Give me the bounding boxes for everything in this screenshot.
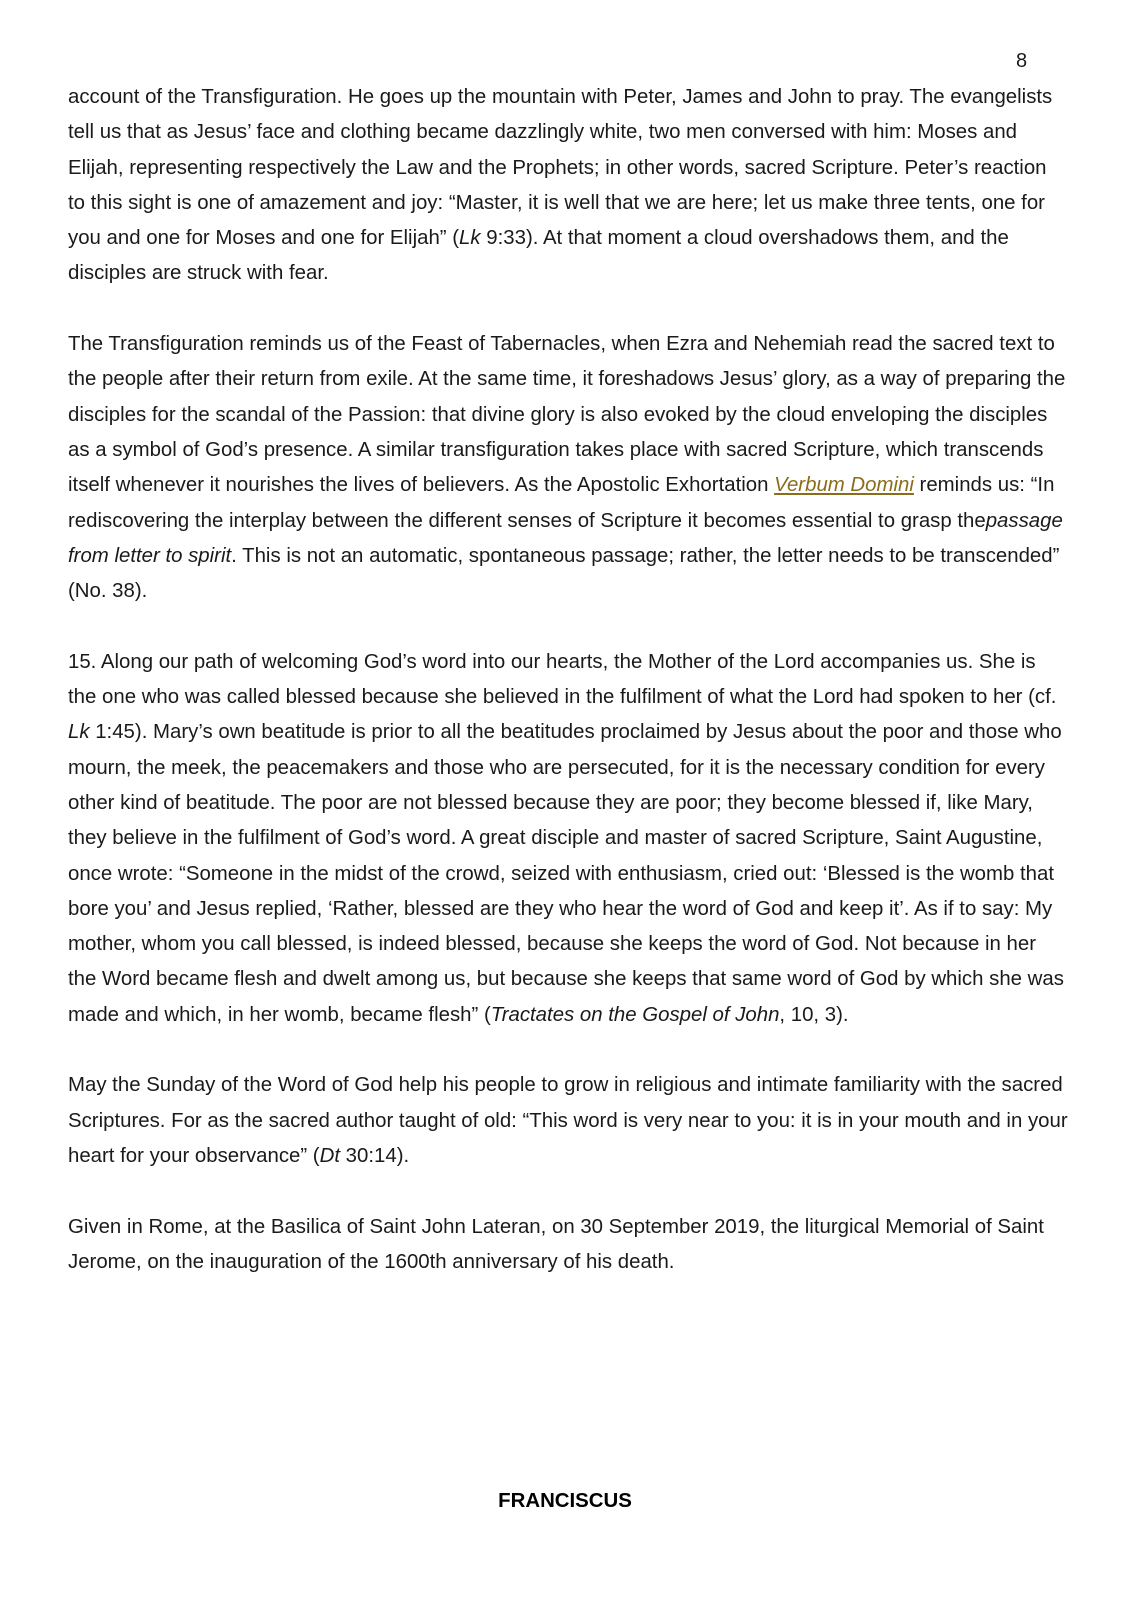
text-run: 15. Along our path of welcoming God’s word into our hearts, the Mother of the Lord accompanies us. She is the one who was called blessed because she believed in the fulfilment of what the Lord had spoken to her (cf. xyxy=(68,650,1057,709)
paragraph xyxy=(68,1068,1068,1174)
italic-text: Dt xyxy=(319,1144,341,1167)
paragraph xyxy=(68,327,1068,609)
page-number: 8 xyxy=(1016,50,1028,72)
italic-text: Lk xyxy=(68,721,90,744)
italic-text: Lk xyxy=(459,227,481,250)
paragraph xyxy=(68,80,1068,292)
text-run: 30:14). xyxy=(340,1144,410,1167)
text-run: May the Sunday of the Word of God help his people to grow in religious and intimate familiarity with the sacred Scriptures. For as the sacred author taught of old: “This word is very near to you: it is in your mouth and in your heart for your observance” ( xyxy=(68,1074,1068,1167)
signature: FRANCISCUS xyxy=(498,1490,632,1512)
text-run: account of the Transfiguration. He goes up the mountain with Peter, James and John to pray. The evangelists tell us that as Jesus’ face and clothing became dazzlingly white, two men conversed with him: Moses and Elijah, representing respectively the Law and the Prophets; in other words, sacred Scripture. Peter’s reaction to this sight is one of amazement and joy: “Master, it is well that we are here; let us make three tents, one for you and one for Moses and one for Elijah” ( xyxy=(68,86,1053,250)
text-run: Given in Rome, at the Basilica of Saint John Lateran, on 30 September 2019, the liturgical Memorial of Saint Jerome, on the inauguration of the 1600th anniversary of his death. xyxy=(68,1215,1044,1273)
text-run: , 10, 3). xyxy=(779,1003,849,1026)
text-run: 1:45). Mary’s own beatitude is prior to all the beatitudes proclaimed by Jesus about the poor and those who mourn, the meek, the peacemakers and those who are persecuted, for it is the necessary condition for every other kind of beatitude. The poor are not blessed because they are poor; they become blessed if, like Mary, they believe in the fulfilment of God’s word. A great disciple and master of sacred Scripture, Saint Augustine, once wrote: “Someone in the midst of the crowd, seized with enthusiasm, cried out: ‘Blessed is the womb that bore you’ and Jesus replied, ‘Rather, blessed are they who hear the word of God and keep it’. As if to say: My mother, whom you call blessed, is indeed blessed, because she keeps the word of God. Not because in her the Word became flesh and dwelt among us, but because she keeps that same word of God by which she was made and which, in her womb, became flesh” ( xyxy=(68,721,1064,1026)
paragraph xyxy=(68,645,1068,1033)
text-run: 9:33). At that moment a cloud overshadows them, and the disciples are struck with fear. xyxy=(68,227,1009,285)
verbum-domini-link[interactable]: Verbum Domini xyxy=(774,474,914,497)
paragraph xyxy=(68,1210,1068,1281)
text-run: The Transfiguration reminds us of the Feast of Tabernacles, when Ezra and Nehemiah read the sacred text to the people after their return from exile. At the same time, it foreshadows Jesus’ glory, as a way of preparing the disciples for the scandal of the Passion: that divine glory is also evoked by the cloud enveloping the disciples as a symbol of God’s presence. A similar transfiguration takes place with sacred Scripture, which transcends itself whenever it nourishes the lives of believers. As the Apostolic Exhortation xyxy=(68,333,1066,497)
text-run: reminds us: “In rediscovering the interplay between the different senses of Scripture it becomes essential to grasp the xyxy=(68,474,1055,532)
text-run: . This is not an automatic, spontaneous passage; rather, the letter needs to be transcended” (No. 38). xyxy=(68,544,1060,603)
body-text xyxy=(68,80,1068,1280)
italic-text: Tractates on the Gospel of John xyxy=(490,1003,780,1026)
italic-text: passage from letter to spirit xyxy=(68,509,1063,567)
